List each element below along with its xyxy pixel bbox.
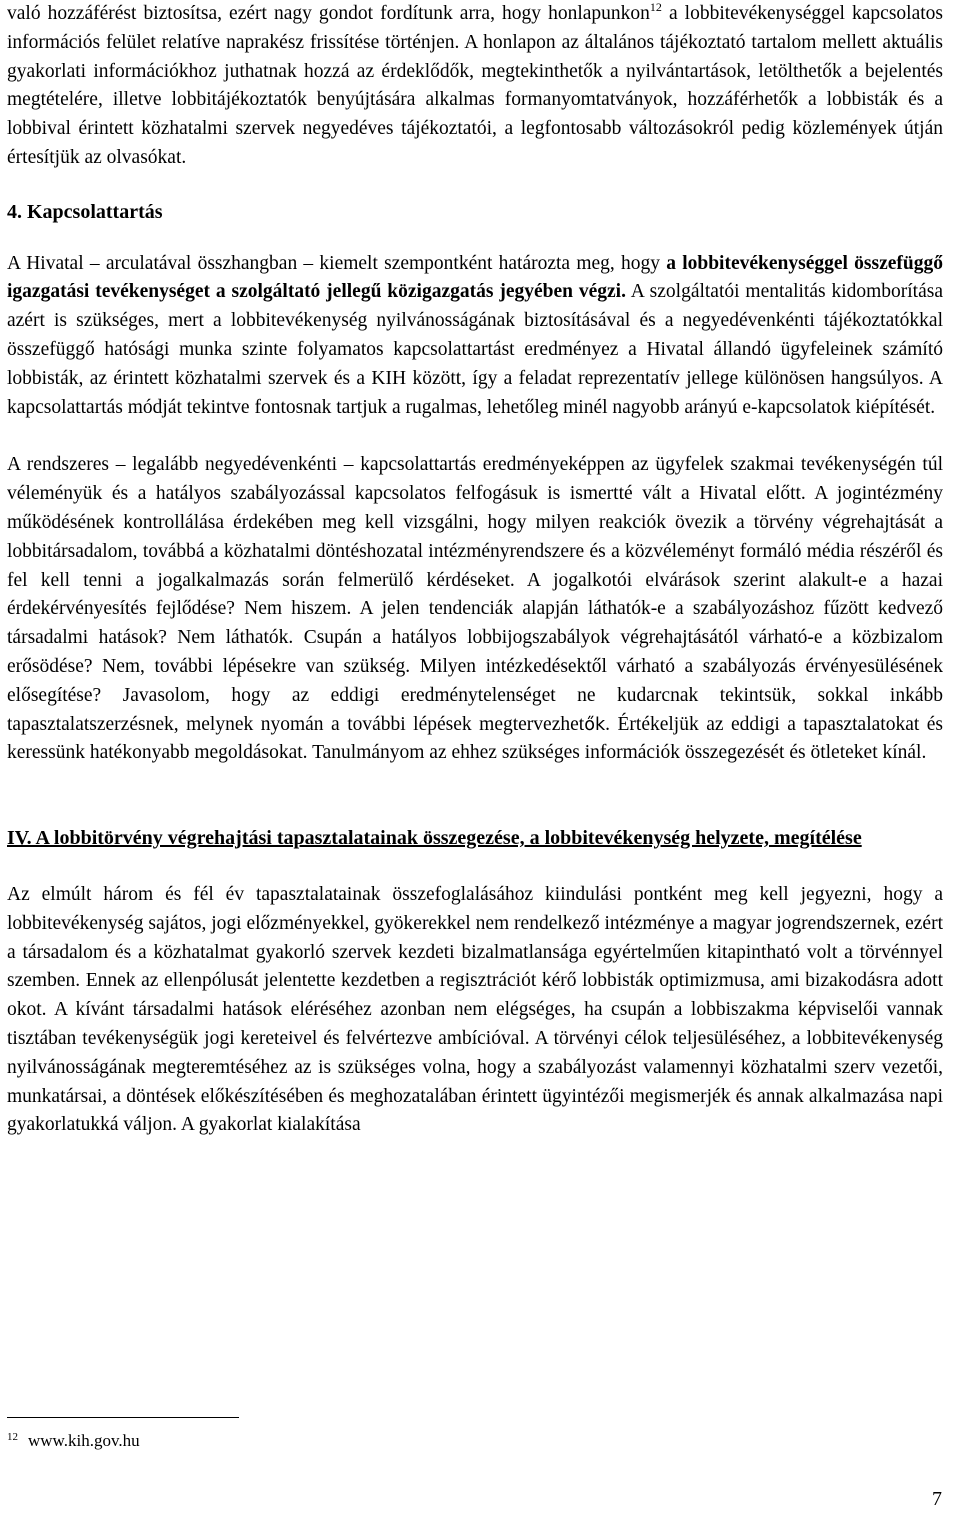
section-heading-kapcsolattartas: 4. Kapcsolattartás (7, 200, 163, 223)
page-number: 7 (932, 1488, 942, 1510)
paragraph-hivatal (7, 250, 943, 423)
footnote-link[interactable]: www.kih.gov.hu (28, 1431, 140, 1450)
paragraph-elmult: Az elmúlt három és fél év tapasztalatainak összefoglalásához kiindulási pontként meg kell jegyezni, hogy a lobbitevékenység sajátos, jogi előzményekkel, gyökerekkel nem rendelkező intézménye a magyar jogrendszernek, ezért a társadalom és a közhatalmat gyakorló szervek kezdeti bizalmatlansága egyértelműen kitapintható volt a törvénnyel szemben. Ennek az ellenpólusát jelentette kezdetben a regisztrációt kérő lobbisták optimizmusa, ami bizakodásra adott okot. A kívánt társadalmi hatások eléréséhez azonban nem elégséges, ha csupán a lobbiszakma képviselői vannak tisztában tevékenységük jogi kereteivel és felvértezve ambícióval. A törvényi célok teljesüléséhez, a lobbitevékenység nyilvánosságának megteremtéséhez az is szükséges volna, hogy a szabályozást valamennyi közhatalmi szerv vezetői, munkatársai, a döntések előkészítésében és meghozatalában érintett ügyintézői megismerjék és annak alkalmazása napi gyakorlatukká váljon. A gyakorlat kialakítása (7, 883, 943, 1136)
footnote-reference[interactable]: 12 (649, 0, 662, 14)
paragraph-text: való hozzáférést biztosítsa, ezért nagy gondot fordítunk arra, hogy honlapunkon (7, 3, 650, 24)
paragraph-rendszeres (7, 451, 943, 768)
paragraph-text: . Értékeljük az eddigi a tapasztalatokat és keressünk hatékonyabb megoldásokat. Tanulmányom az ehhez szükséges információk összegezését és ötleteket kínál. (7, 713, 944, 764)
footnote (7, 1430, 140, 1452)
paragraph-text: A rendszeres – legalább negyedévenkénti – kapcsolattartás eredményeképpen az ügyfelek szakmai tevékenységén túl véleményük és a hatályos szabályozással kapcsolatos felfogásuk is ismertté vált a Hivatal előtt. A jogintézmény működésének kontrollálása érdekében meg kell vizsgálni, hogy milyen reakciók övezik a törvény végrehajtását a lobbitársadalom, továbbá a közhatalmi döntéshozatal intézményrendszere és a közvéleményt formáló média részéről és fel kell tenni a jogalkalmazás során felmerülő kérdéseket. A jogalkotói elvárások szerint alakult-e a hazai érdekérvényesítés fejlődése? Nem hiszem. A jelen tendenciák alapján láthatók-e a szabályozáshoz fűzött kedvező társadalmi hatások? Nem láthatók. Csupán a hatályos lobbijogszabályok végrehajtásától várható-e a közbizalom erősödése? Nem, további lépésekre van szükség. Milyen intézkedésektől várható a szabályozás érvényesülésének elősegítése? Javasolom, hogy az eddigi eredménytelenséget ne kudarcnak tekintsük, sokkal inkább tapasztalatszerzésnek, melynek nyomán a további lépések megtervezhet (7, 454, 943, 735)
paragraph-text: A szolgáltatói mentalitás kidomborítása azért is szükséges, mert a lobbitevékenység nyilvánosságának biztosításával és a negyedévenkénti tájékoztatókkal összefüggő hatósági munka szinte folyamatos kapcsolattartást eredményez a Hivatal állandó ügyfeleinek számító lobbisták, az érintett közhatalmi szervek és a KIH között, így a feladat reprezentatív jellege különösen hangsúlyos. A kapcsolattartás módját tekintve fontosnak tartjuk a rugalmas, lehetőleg minél nagyobb arányú e-kapcsolatok kiépítését. (7, 281, 944, 418)
paragraph-text: a lobbitevékenységgel kapcsolatos információs felület relatíve naprakész frissítése történjen. (7, 3, 943, 53)
paragraph-gap (7, 422, 943, 451)
page-body (7, 0, 943, 1140)
paragraph-website-info (7, 0, 943, 173)
paragraph-text: A Hivatal – arculatával összhangban – kiemelt szempontként határozta meg, hogy (7, 252, 667, 274)
bold-statement: a lobbitevékenységgel összefüggő igazgatási tevékenységet a szolgáltató jellegű közigazgatás jegyében végzi. (7, 252, 943, 303)
footnote-divider (7, 1417, 239, 1418)
section-gap (7, 768, 943, 824)
paragraph-text-sans: ők (584, 714, 606, 735)
chapter-heading-iv: IV. A lobbitörvény végrehajtási tapasztalatainak összegezése, a lobbitevékenység helyzete, megítélése (7, 827, 862, 850)
paragraph-text: A honlapon az általános tájékoztató tartalom mellett aktuális gyakorlati információkhoz juthatnak hozzá az érdeklődők, megtekinthetők a nyilvántartások, letölthetők a bejelentés megtételére, illetve lobbitájékoztatók benyújtására alkalmas formanyomtatványok, hozzáférhetők a lobbisták és a lobbival érintett közhatalmi szervek negyedéves tájékoztatói, a legfontosabb változásokról pedig közlemények útján értesítjük az olvasókat. (7, 31, 943, 168)
footnote-number: 12 (7, 1431, 18, 1443)
